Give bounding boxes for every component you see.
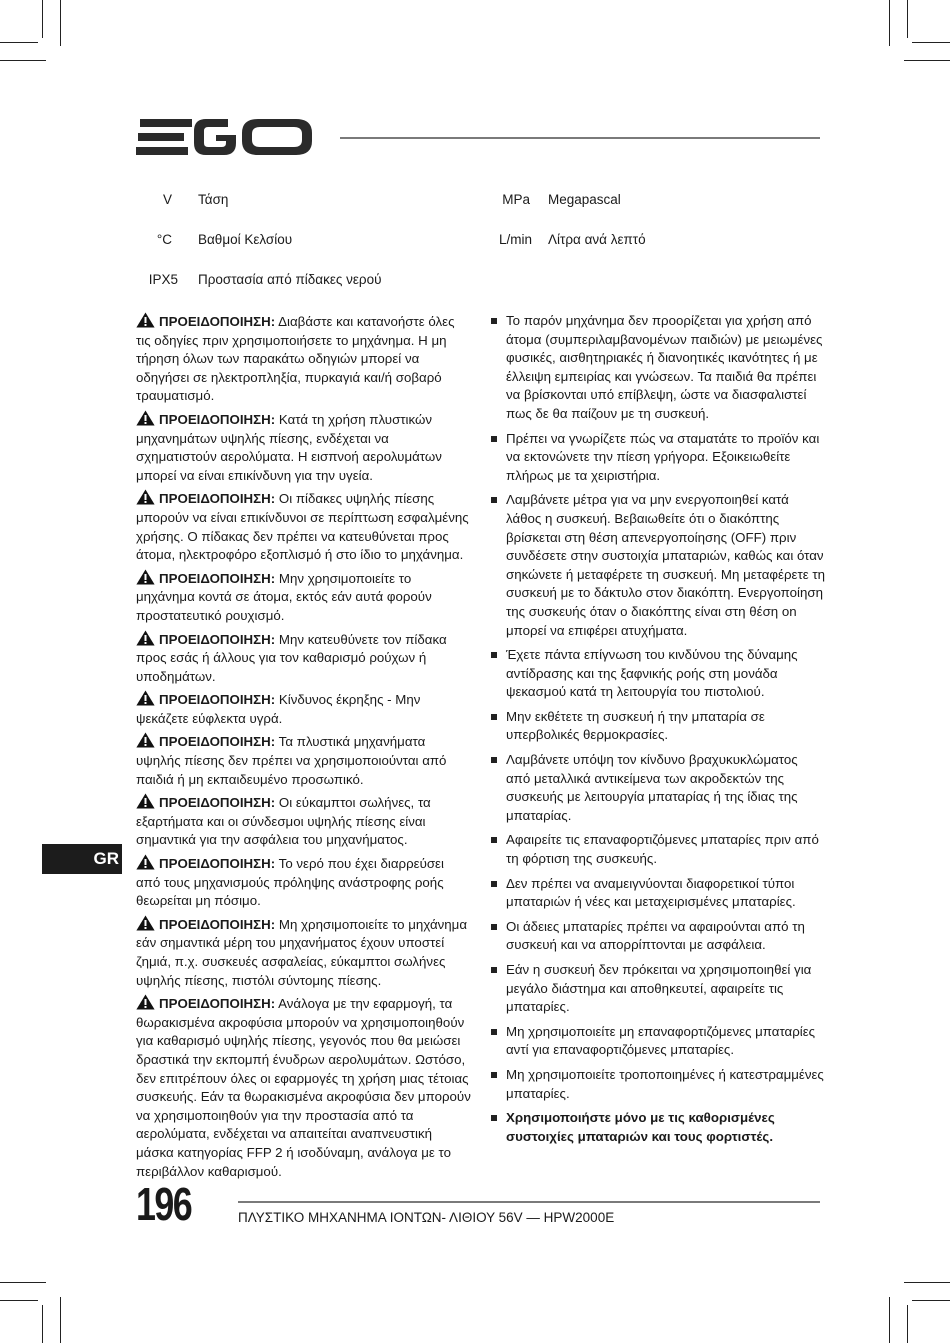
symbol-label: Προστασία από πίδακες νερού [198, 272, 382, 287]
warning-paragraph [136, 690, 471, 728]
warning-heading: ΠΡΟΕΙΔΟΠΟΙΗΣΗ: [159, 856, 276, 872]
bullet-item: Μη χρησιμοποιείτε τροποποιημένες ή κατεστραμμένες μπαταρίες. [490, 1066, 825, 1103]
bullet-item: Χρησιμοποιήστε μόνο με τις καθορισμένες συστοιχίες μπαταριών και τους φορτιστές. [490, 1109, 825, 1146]
warning-text: Το νερό που έχει διαρρεύσει από τους μηχανισμούς πρόληψης ανάστροφης ροής θεωρείται μη πόσιμο. [136, 856, 444, 909]
bullet-item: Δεν πρέπει να αναμειγνύονται διαφορετικοί τύποι μπαταριών ή νέες και μεταχειρισμένες μπαταρίες. [490, 875, 825, 912]
warning-heading: ΠΡΟΕΙΔΟΠΟΙΗΣΗ: [159, 692, 276, 708]
bullets-column [490, 312, 825, 1152]
bullet-item: Λαμβάνετε υπόψη τον κίνδυνο βραχυκυκλώματος από μεταλλικά αντικείμενα των ακροδεκτών της συσκευής με λειτουργία μπαταρίας ή της ίδιας της μπαταρίας. [490, 751, 825, 825]
bullet-item: Έχετε πάντα επίγνωση του κινδύνου της δύναμης αντίδρασης και της ξαφνικής ροής στη μονάδα ψεκασμού κατά τη λειτουργία του πιστολιού. [490, 646, 825, 702]
symbol-code: °C [156, 232, 172, 247]
symbol-code: V [162, 192, 172, 207]
symbol-code: L/min [498, 232, 532, 247]
warning-triangle-icon [136, 732, 155, 748]
ego-logo [136, 116, 322, 158]
warning-triangle-icon [136, 915, 155, 931]
bullet-item: Πρέπει να γνωρίζετε πώς να σταματάτε το προϊόν και να εκτονώνετε την πίεση γρήγορα. Εξοικειωθείτε πλήρως με τα χειριστήρια. [490, 430, 825, 486]
bullet-item: Το παρόν μηχάνημα δεν προορίζεται για χρήση από άτομα (συμπεριλαμβανομένων παιδιών) με μειωμένες φυσικές, αισθητηριακές ή διανοητικές ικανότητες ή με έλλειψη εμπειρίας και γνώσεων. Τα παιδιά θα πρέπει να βρίσκονται υπό επίβλεψη, ώστε να διασφαλιστεί πως δε θα παίζουν με τη συσκευή. [490, 312, 825, 424]
warning-heading: ΠΡΟΕΙΔΟΠΟΙΗΣΗ: [159, 411, 276, 427]
bullet-item: Αφαιρείτε τις επαναφορτιζόμενες μπαταρίες πριν από τη φόρτιση της συσκευής. [490, 831, 825, 868]
page-number: 196 [136, 1178, 192, 1230]
warning-triangle-icon [136, 690, 155, 706]
symbol-label: Τάση [198, 192, 229, 207]
warning-paragraph [136, 994, 471, 1181]
warning-triangle-icon [136, 994, 155, 1010]
language-tab-label: GR [93, 849, 119, 868]
warning-paragraph [136, 630, 471, 687]
crop-mark [60, 1297, 61, 1343]
symbol-code: IPX5 [148, 272, 178, 287]
warning-heading: ΠΡΟΕΙΔΟΠΟΙΗΣΗ: [159, 314, 276, 329]
symbol-label: Megapascal [548, 192, 621, 207]
warning-paragraph [136, 915, 471, 990]
warnings-column [136, 312, 471, 1185]
warning-triangle-icon [136, 569, 155, 585]
bullet-item: Μην εκθέτετε τη συσκευή ή την μπαταρία σε υπερβολικές θερμοκρασίες. [490, 708, 825, 745]
crop-mark [907, 0, 908, 38]
crop-mark [912, 42, 950, 43]
warning-text: Κατά τη χρήση πλυστικών μηχανημάτων υψηλής πίεσης, ενδέχεται να σχηματιστούν αερολύματα. Η εισπνοή αερολυμάτων μπορεί να είναι επικίνδυνη για την υγεία. [136, 411, 442, 483]
warning-triangle-icon [136, 312, 155, 328]
warning-triangle-icon [136, 630, 155, 646]
crop-mark [904, 60, 950, 61]
warning-text: Τα πλυστικά μηχανήματα υψηλής πίεσης δεν πρέπει να χρησιμοποιούνται από παιδιά ή μη εκπαιδευμένο προσωπικό. [136, 734, 447, 787]
warning-heading: ΠΡΟΕΙΔΟΠΟΙΗΣΗ: [159, 570, 276, 586]
symbol-code: MPa [502, 192, 530, 207]
symbol-label: Λίτρα ανά λεπτό [548, 232, 646, 247]
warning-paragraph [136, 569, 471, 626]
warning-text: Ανάλογα με την εφαρμογή, τα θωρακισμένα ακροφύσια μπορούν να χρησιμοποιηθούν για καθαρισμό υψηλής πίεσης, γεγονός που θα μειώσει δραστικά την εκπομπή ένυδρων αερολυμάτων. Ωστόσο, δεν επιτρέπουν όλες οι εφαρμογές τη χρήση μιας τέτοιας συσκευής. Εάν τα θωρακισμένα ακροφύσια δεν μπορούν να χρησιμοποιηθούν για την προστασία από τα αερολύματα, ενδέχεται να απαιτείται αναπνευστική μάσκα κατηγορίας FFP 2 ή ισοδύναμη, ανάλογα με το περιβάλλον καθαρισμού. [136, 996, 471, 1179]
crop-mark [60, 0, 61, 46]
header-rule [340, 137, 820, 139]
warning-triangle-icon [136, 793, 155, 809]
warning-paragraph [136, 732, 471, 789]
bullet-item: Εάν η συσκευή δεν πρόκειται να χρησιμοποιηθεί για μεγάλο διάστημα και αποθηκευτεί, αφαιρείτε τις μπαταρίες. [490, 961, 825, 1017]
warning-text: Οι εύκαμπτοι σωλήνες, τα εξαρτήματα και οι σύνδεσμοι υψηλής πίεσης είναι σημαντικά για την ασφάλεια του μηχανήματος. [136, 795, 431, 848]
warning-heading: ΠΡΟΕΙΔΟΠΟΙΗΣΗ: [159, 631, 276, 647]
warning-paragraph [136, 489, 471, 564]
warning-heading: ΠΡΟΕΙΔΟΠΟΙΗΣΗ: [159, 996, 276, 1012]
footer-rule [238, 1201, 820, 1203]
crop-mark [0, 1300, 38, 1301]
warning-text: Οι πίδακες υψηλής πίεσης μπορούν να είναι επικίνδυνοι σε περίπτωση εσφαλμένης χρήσης. Ο πίδακας δεν πρέπει να κατευθύνεται προς άτομα, ηλεκτροφόρο εξοπλισμό ή στο ίδιο το μηχάνημα. [136, 491, 469, 563]
warning-heading: ΠΡΟΕΙΔΟΠΟΙΗΣΗ: [159, 916, 276, 932]
warning-text: Μην κατευθύνετε τον πίδακα προς εσάς ή άλλους για τον καθαρισμό ρούχων ή υποδημάτων. [136, 631, 447, 684]
crop-mark [0, 60, 46, 61]
warning-text: Μη χρησιμοποιείτε το μηχάνημα εάν σημαντικά μέρη του μηχανήματος έχουν υποστεί ζημιά, π.χ. συσκευές ασφαλείας, εύκαμπτοι σωλήνες υψηλής πίεσης, πιστόλι σύντομης πίεσης. [136, 916, 468, 988]
crop-mark [889, 0, 890, 46]
crop-mark [912, 1300, 950, 1301]
bullet-item: Μη χρησιμοποιείτε μη επαναφορτιζόμενες μπαταρίες αντί για επαναφορτιζόμενες μπαταρίες. [490, 1023, 825, 1060]
warning-triangle-icon [136, 410, 155, 426]
warning-text: Μην χρησιμοποιείτε το μηχάνημα κοντά σε άτομα, εκτός εάν αυτά φορούν προστατευτικό ρουχισμό. [136, 570, 432, 623]
warning-heading: ΠΡΟΕΙΔΟΠΟΙΗΣΗ: [159, 491, 276, 507]
warning-paragraph [136, 793, 471, 850]
language-tab [42, 844, 122, 874]
symbol-label: Βαθμοί Κελσίου [198, 232, 293, 247]
warning-paragraph [136, 312, 471, 406]
warning-text: Διαβάστε και κατανοήστε όλες τις οδηγίες πριν χρησιμοποιήσετε το μηχάνημα. Η μη τήρηση όλων των παρακάτω οδηγιών μπορεί να οδηγήσει σε ηλεκτροπληξία, πυρκαγιά και/ή σοβαρό τραυματισμό. [136, 314, 455, 404]
crop-mark [907, 1305, 908, 1343]
crop-mark [0, 42, 38, 43]
crop-mark [42, 1305, 43, 1343]
bullet-item: Λαμβάνετε μέτρα για να μην ενεργοποιηθεί κατά λάθος η συσκευή. Βεβαιωθείτε ότι ο διακόπτης βρίσκεται στη θέση απενεργοποίησης (OFF) πριν συνδέσετε στην συστοιχία μπαταριών, καθώς και όταν σηκώνετε ή μεταφέρετε τη συσκευή. Μη μεταφέρετε τη συσκευή με το δάκτυλο στον διακόπτη. Ενεργοποίηση της συσκευής όταν ο διακόπτης είναι στη θέση on μπορεί να επιφέρει ατυχήματα. [490, 491, 825, 640]
warning-heading: ΠΡΟΕΙΔΟΠΟΙΗΣΗ: [159, 734, 276, 750]
warning-text: Κίνδυνος έκρηξης - Μην ψεκάζετε εύφλεκτα υγρά. [136, 692, 421, 726]
crop-mark [904, 1282, 950, 1283]
crop-mark [889, 1297, 890, 1343]
crop-mark [42, 0, 43, 38]
warning-paragraph [136, 854, 471, 911]
warning-heading: ΠΡΟΕΙΔΟΠΟΙΗΣΗ: [159, 795, 276, 811]
footer-title: ΠΛΥΣΤΙΚΟ ΜΗΧΑΝΗΜΑ ΙΟΝΤΩΝ- ΛΙΘΙΟΥ 56V — HPW2000E [238, 1210, 615, 1225]
warning-triangle-icon [136, 489, 155, 505]
crop-mark [0, 1282, 46, 1283]
warning-paragraph [136, 410, 471, 485]
bullet-item: Οι άδειες μπαταρίες πρέπει να αφαιρούνται από τη συσκευή και να απορρίπτονται με ασφάλεια. [490, 918, 825, 955]
warning-triangle-icon [136, 854, 155, 870]
